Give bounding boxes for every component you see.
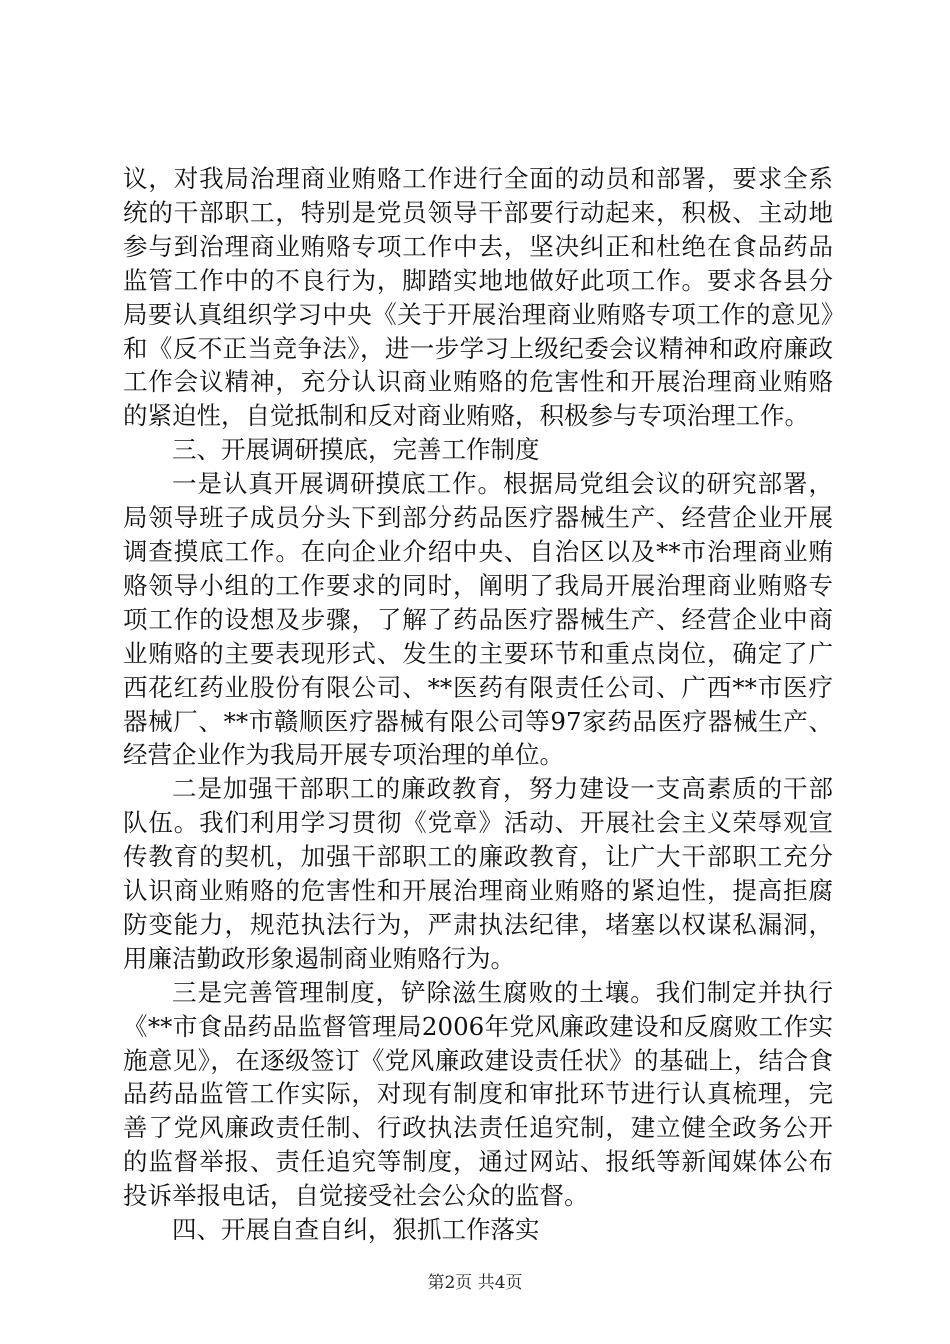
document-body — [123, 162, 833, 1247]
paragraph-system: 三是完善管理制度，铲除滋生腐败的土壤。我们制定并执行《**市食品药品监督管理局2006年党风廉政建设和反腐败工作实施意见》，在逐级签订《党风廉政建设责任状》的基础上，结合食品药品监管工作实际，对现有制度和审批环节进行认真梳理，完善了党风廉政责任制、行政执法责任追究制，建立健全政务公开的监督举报、责任追究等制度，通过网站、报纸等新闻媒体公布投诉举报电话，自觉接受社会公众的监督。 — [123, 977, 833, 1211]
section-heading-3: 三、开展调研摸底，完善工作制度 — [172, 435, 540, 465]
paragraph-investigation: 一是认真开展调研摸底工作。根据局党组会议的研究部署，局领导班子成员分头下到部分药品医疗器械生产、经营企业开展调查摸底工作。在向企业介绍中央、自治区以及**市治理商业贿赂领导小组的工作要求的同时，阐明了我局开展治理商业贿赂专项工作的设想及步骤，了解了药品医疗器械生产、经营企业中商业贿赂的主要表现形式、发生的主要环节和重点岗位，确定了广西花红药业股份有限公司、**医药有限责任公司、广西**市医疗器械厂、**市赣顺医疗器械有限公司等97家药品医疗器械生产、经营企业作为我局开展专项治理的单位。 — [123, 469, 833, 770]
paragraph-continuation: 议，对我局治理商业贿赂工作进行全面的动员和部署，要求全系统的干部职工，特别是党员领导干部要行动起来，积极、主动地参与到治理商业贿赂专项工作中去，坚决纠正和杜绝在食品药品监管工作中的不良行为，脚踏实地地做好此项工作。要求各县分局要认真组织学习中央《关于开展治理商业贿赂专项工作的意见》和《反不正当竞争法》，进一步学习上级纪委会议精神和政府廉政工作会议精神，充分认识商业贿赂的危害性和开展治理商业贿赂的紧迫性，自觉抵制和反对商业贿赂，积极参与专项治理工作。 — [123, 164, 833, 431]
paragraph-education: 二是加强干部职工的廉政教育，努力建设一支高素质的干部队伍。我们利用学习贯彻《党章》活动、开展社会主义荣辱观宣传教育的契机，加强干部职工的廉政教育，让广大干部职工充分认识商业贿赂的危害性和开展治理商业贿赂的紧迫性，提高拒腐防变能力，规范执法行为，严肃执法纪律，堵塞以权谋私漏洞，用廉洁勤政形象遏制商业贿赂行为。 — [123, 774, 833, 973]
section-heading-4: 四、开展自查自纠，狠抓工作落实 — [172, 1215, 540, 1245]
page-number-footer: 第2页 共4页 — [427, 1273, 523, 1293]
